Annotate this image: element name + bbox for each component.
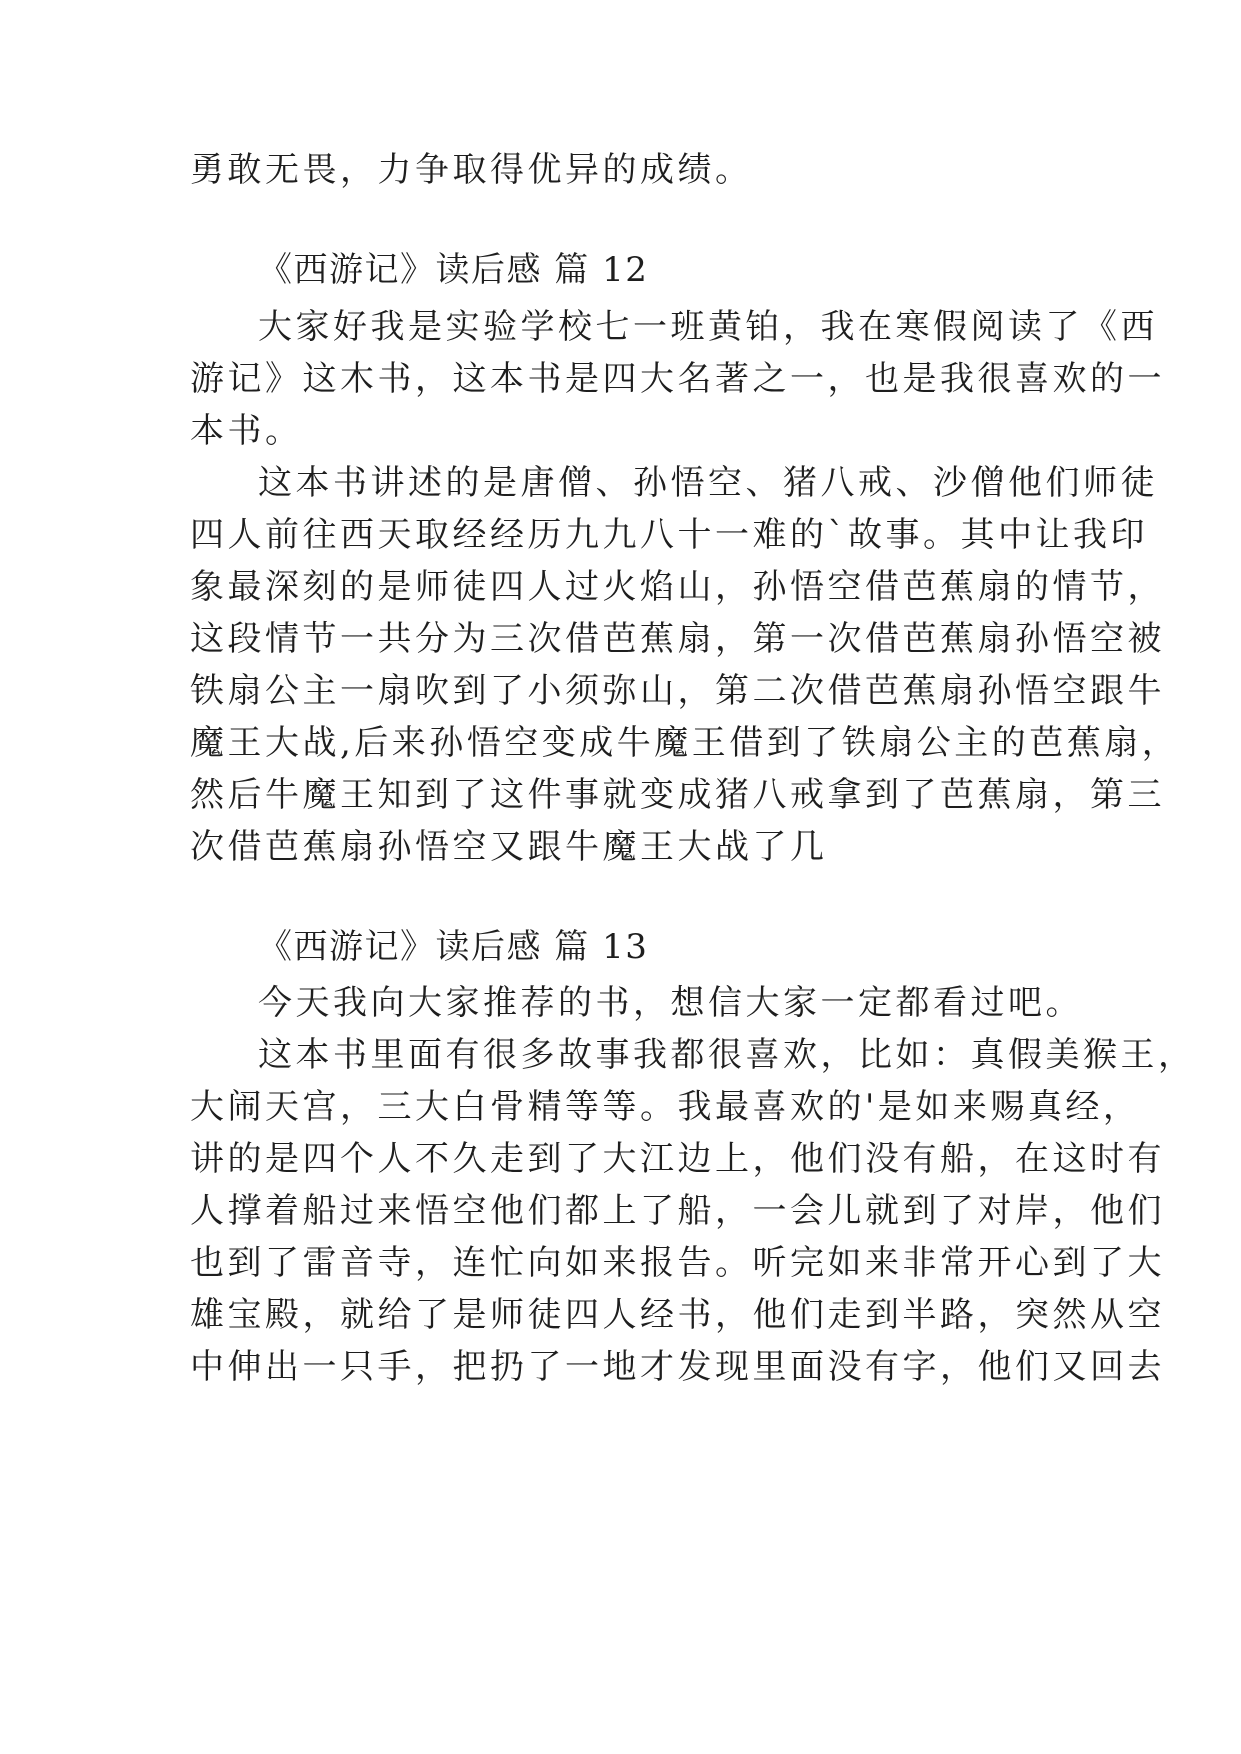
- paragraph-line: 象最深刻的是师徒四人过火焰山，孙悟空借芭蕉扇的情节，: [190, 567, 1165, 607]
- paragraph-line: 这段情节一共分为三次借芭蕉扇，第一次借芭蕉扇孙悟空被: [190, 619, 1165, 659]
- section-heading-12: 《西游记》读后感 篇 12: [258, 250, 649, 290]
- paragraph-line: 然后牛魔王知到了这件事就变成猪八戒拿到了芭蕉扇，第三: [190, 775, 1165, 815]
- paragraph-line: 大家好我是实验学校七一班黄铂，我在寒假阅读了《西: [258, 307, 1158, 347]
- paragraph-line: 今天我向大家推荐的书，想信大家一定都看过吧。: [258, 983, 1083, 1023]
- paragraph-line: 铁扇公主一扇吹到了小须弥山，第二次借芭蕉扇孙悟空跟牛: [190, 671, 1165, 711]
- paragraph-line: 也到了雷音寺，连忙向如来报告。听完如来非常开心到了大: [190, 1243, 1165, 1283]
- paragraph-line: 这本书讲述的是唐僧、孙悟空、猪八戒、沙僧他们师徒: [258, 463, 1158, 503]
- section-heading-13: 《西游记》读后感 篇 13: [258, 927, 649, 967]
- paragraph-line: 这本书里面有很多故事我都很喜欢，比如：真假美猴王，: [258, 1035, 1196, 1075]
- paragraph-line: 讲的是四个人不久走到了大江边上，他们没有船，在这时有: [190, 1139, 1165, 1179]
- paragraph-line: 四人前往西天取经经历九九八十一难的`故事。其中让我印: [190, 515, 1148, 555]
- paragraph-line: 本书。: [190, 411, 303, 451]
- paragraph-line: 游记》这木书，这本书是四大名著之一，也是我很喜欢的一: [190, 359, 1165, 399]
- paragraph-line: 魔王大战,后来孙悟空变成牛魔王借到了铁扇公主的芭蕉扇，: [190, 723, 1180, 763]
- paragraph-line: 大闹天宫，三大白骨精等等。我最喜欢的'是如来赐真经，: [190, 1087, 1141, 1127]
- paragraph-line: 次借芭蕉扇孙悟空又跟牛魔王大战了几: [190, 827, 828, 867]
- paragraph-line: 人撑着船过来悟空他们都上了船，一会儿就到了对岸，他们: [190, 1191, 1165, 1231]
- paragraph-line: 中伸出一只手，把扔了一地才发现里面没有字，他们又回去: [190, 1347, 1165, 1387]
- paragraph-line: 雄宝殿，就给了是师徒四人经书，他们走到半路，突然从空: [190, 1295, 1165, 1335]
- paragraph-line: 勇敢无畏，力争取得优异的成绩。: [190, 150, 753, 190]
